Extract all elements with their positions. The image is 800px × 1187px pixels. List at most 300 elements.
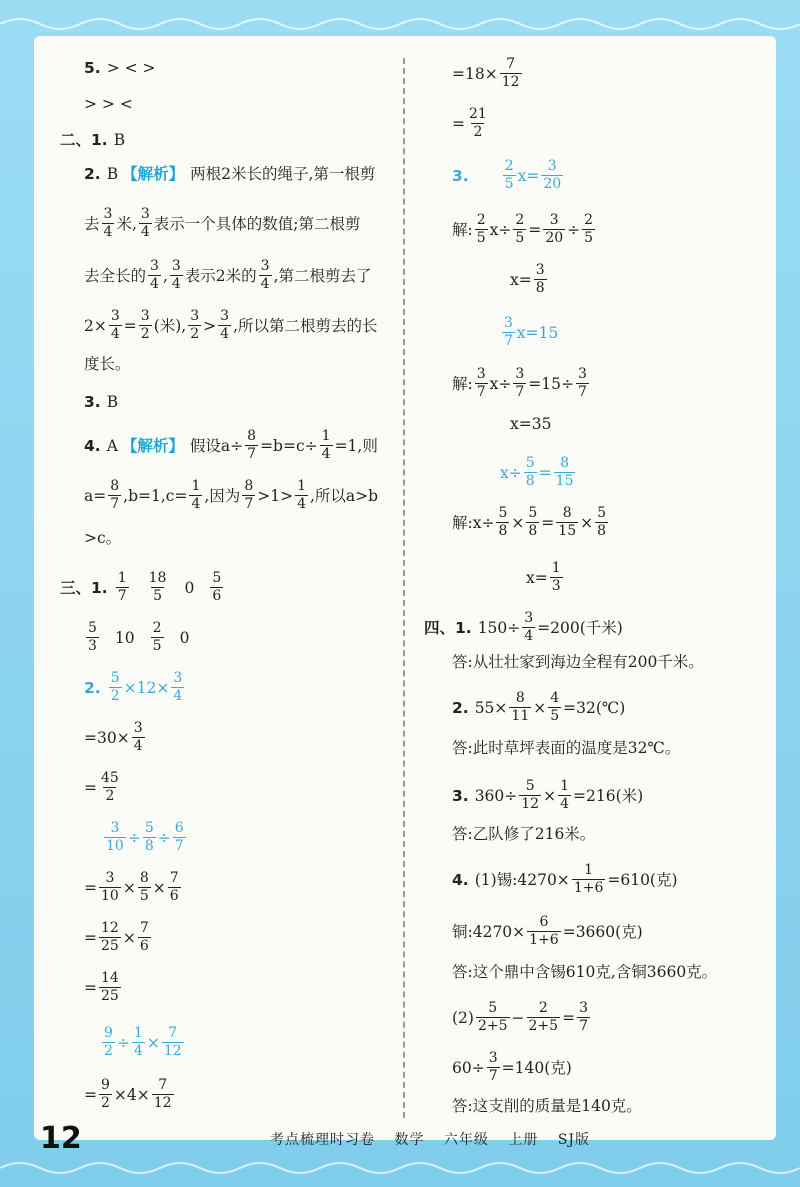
denominator: 7 (117, 588, 127, 604)
text: × (122, 928, 136, 947)
text: x= (510, 270, 532, 289)
text: =18× (452, 64, 498, 83)
text: 解:x÷ (452, 513, 495, 532)
fraction (550, 560, 563, 595)
fraction (513, 212, 526, 247)
fraction (295, 478, 308, 513)
denominator: 5 (504, 176, 514, 192)
numerator: 6 (174, 820, 184, 836)
fraction (210, 570, 223, 605)
s3-3-a3 (452, 505, 610, 540)
text: x=35 (510, 415, 552, 433)
fraction (138, 920, 151, 955)
denominator: 2 (473, 124, 483, 140)
numerator: 1 (117, 570, 127, 586)
numerator: 2 (538, 1000, 548, 1016)
denominator: 25 (101, 938, 119, 954)
numerator: 3 (504, 315, 513, 331)
fraction (99, 770, 121, 805)
s3-2-e7 (84, 970, 123, 1005)
text: × (533, 698, 547, 717)
denominator: 4 (140, 224, 150, 240)
denominator: 4 (133, 1043, 143, 1059)
text: = (84, 928, 97, 947)
text: 去全长的 (84, 266, 147, 285)
footer-grade: 六年级 (443, 1132, 489, 1148)
numerator: 2 (152, 620, 162, 636)
denominator: 7 (244, 496, 254, 512)
numerator: 21 (469, 106, 487, 122)
s2-4-l1 (84, 428, 378, 463)
text: 150÷ (477, 618, 521, 637)
analysis-tag: 【解析】 (122, 165, 185, 183)
text: 55× (474, 698, 508, 717)
text: B (106, 165, 119, 183)
numerator: 5 (525, 778, 535, 794)
text: > < > (106, 59, 156, 77)
s2-4-l2 (84, 478, 378, 513)
s3-3-r3 (526, 560, 565, 595)
denominator: 4 (103, 224, 113, 240)
denominator: 5 (476, 230, 486, 246)
s3-1-row2 (84, 620, 189, 655)
text: 答:此时草坪表面的温度是32℃。 (452, 739, 681, 757)
text: ,因为 (204, 486, 241, 505)
text: 答:从壮壮家到海边全程有200千米。 (452, 653, 704, 671)
denominator: 2 (105, 788, 115, 804)
s2-1 (60, 130, 125, 150)
denominator: 7 (247, 446, 257, 462)
numerator: 14 (101, 970, 119, 986)
fraction (152, 1077, 174, 1112)
s3-2-e1 (84, 670, 186, 705)
denominator: 10 (101, 888, 119, 904)
s3-2-e4 (102, 820, 188, 855)
numerator: 3 (110, 820, 120, 836)
text: × (152, 878, 166, 897)
numerator: 2 (504, 158, 514, 174)
numerator: 9 (101, 1077, 110, 1093)
numerator: 1 (584, 862, 594, 878)
text: = (84, 1085, 97, 1104)
numerator: 3 (171, 258, 181, 274)
text: ,所以第二根剪去的长 (233, 316, 378, 335)
text: − (511, 1008, 525, 1027)
denominator: 5 (139, 888, 149, 904)
fraction (139, 308, 152, 343)
q-number: 三、1. (60, 578, 108, 597)
fraction (548, 690, 561, 725)
denominator: 4 (171, 276, 181, 292)
fraction (467, 106, 489, 141)
numerator: 3 (133, 720, 143, 736)
numerator: 3 (220, 308, 230, 324)
fraction (102, 1025, 115, 1060)
text: = (452, 114, 465, 133)
numerator: 8 (110, 478, 120, 494)
fraction (99, 870, 121, 905)
denominator: 20 (543, 176, 562, 192)
text: =32(℃) (563, 698, 626, 717)
fraction (475, 366, 488, 401)
s2-2-l2 (84, 206, 361, 241)
text: = (123, 316, 137, 335)
fraction (509, 690, 531, 725)
fraction (259, 258, 272, 293)
top-wave-border (0, 14, 800, 34)
fraction (102, 206, 115, 241)
s4-4-eq4 (452, 1050, 572, 1085)
denominator: 4 (560, 796, 570, 812)
denominator: 7 (174, 838, 184, 854)
denominator: 3 (551, 578, 561, 594)
numerator: 5 (110, 670, 120, 686)
denominator: 15 (558, 523, 577, 539)
text: ,第二根剪去了 (273, 266, 372, 285)
numerator: 2 (476, 212, 486, 228)
denominator: 5 (584, 230, 594, 246)
fraction (541, 158, 563, 193)
q-number: 4. (84, 436, 101, 455)
text: 答:这支削的质量是140克。 (452, 1097, 642, 1115)
footer-edition: SJ版 (557, 1132, 591, 1148)
denominator: 12 (163, 1043, 182, 1059)
denominator: 4 (133, 738, 143, 754)
text: 两根2米长的绳子,第一根剪 (190, 165, 376, 183)
fraction (86, 620, 99, 655)
s3-1-row1 (60, 570, 225, 605)
bottom-wave-border (0, 1158, 800, 1178)
fraction (104, 820, 126, 855)
denominator: 12 (501, 74, 520, 90)
text: × (511, 513, 525, 532)
text: x= (517, 166, 540, 185)
denominator: 10 (106, 838, 124, 854)
text: = (538, 463, 552, 482)
s4-4-eq1 (452, 862, 678, 897)
text: a= (84, 486, 107, 505)
text: 0 (179, 628, 190, 647)
text: 表示一个具体的数值;第二根剪 (153, 214, 361, 233)
denominator: 7 (110, 496, 120, 512)
s2-2-l1 (84, 164, 375, 184)
text: (1)锡:4270× (474, 870, 570, 889)
numerator: 7 (158, 1077, 168, 1093)
fraction (171, 670, 184, 705)
text: A (106, 436, 118, 455)
s3-3-q3 (500, 455, 577, 490)
fraction (558, 778, 571, 813)
numerator: 3 (260, 258, 270, 274)
denominator: 8 (597, 523, 607, 539)
fraction (527, 1000, 561, 1035)
text: x=15 (516, 323, 559, 342)
q-number: 四、1. (424, 618, 472, 637)
text: B (113, 131, 126, 149)
denominator: 1+6 (573, 880, 604, 896)
fraction (139, 206, 152, 241)
s4-2-ans (452, 738, 680, 758)
fraction (476, 1000, 510, 1035)
denominator: 2 (110, 688, 120, 704)
denominator: 2 (140, 326, 150, 342)
fraction (170, 258, 183, 293)
numerator: 3 (190, 308, 200, 324)
denominator: 2+5 (528, 1018, 559, 1034)
numerator: 5 (212, 570, 222, 586)
s2-2-l4 (84, 308, 378, 343)
text: 表示2米的 (184, 266, 257, 285)
fraction (582, 212, 595, 247)
fraction (168, 870, 181, 905)
text: = (528, 220, 542, 239)
s4-4-eq3 (452, 1000, 592, 1035)
fraction (503, 158, 516, 193)
q-number: 2. (84, 678, 101, 697)
text: x÷ (489, 220, 512, 239)
text: =610(克) (607, 870, 678, 889)
numerator: 3 (547, 158, 557, 174)
text: ÷ (127, 828, 141, 847)
denominator: 12 (153, 1095, 172, 1111)
text: B (106, 393, 119, 411)
denominator: 4 (220, 326, 230, 342)
q-number: 二、1. (60, 131, 108, 149)
s4-4-eq2 (452, 914, 643, 949)
numerator: 5 (597, 505, 607, 521)
numerator: 1 (560, 778, 570, 794)
denominator: 7 (578, 384, 587, 400)
numerator: 12 (101, 920, 119, 936)
s3-2-e8 (100, 1025, 186, 1060)
fraction (132, 720, 145, 755)
s4-1-ans (452, 652, 704, 672)
analysis-tag: 【解析】 (121, 436, 184, 455)
column-divider (403, 58, 405, 1118)
denominator: 8 (528, 523, 538, 539)
s5-row2 (84, 94, 133, 114)
fraction (320, 428, 333, 463)
denominator: 4 (524, 628, 534, 644)
s2-2-l5 (84, 354, 131, 374)
denominator: 6 (169, 888, 179, 904)
fraction (148, 258, 161, 293)
denominator: 8 (525, 473, 535, 489)
denominator: 5 (152, 638, 162, 654)
denominator: 4 (173, 688, 183, 704)
text: =1,则 (334, 436, 378, 455)
fraction (534, 262, 547, 297)
denominator: 25 (101, 988, 119, 1004)
fraction (132, 1025, 145, 1060)
denominator: 7 (476, 384, 486, 400)
text: 60÷ (452, 1058, 485, 1077)
numerator: 8 (139, 870, 149, 886)
s3-2-e2 (84, 720, 147, 755)
s3-3-a1 (452, 212, 597, 247)
numerator: 5 (498, 505, 508, 521)
fraction (109, 670, 122, 705)
numerator: 5 (88, 620, 97, 636)
denominator: 4 (191, 496, 201, 512)
fraction (519, 778, 541, 813)
denominator: 11 (511, 708, 530, 724)
denominator: 7 (579, 1018, 588, 1034)
text: = (541, 513, 555, 532)
s3-3-r1 (510, 262, 549, 297)
s4-2-eq (452, 690, 625, 725)
fraction (526, 505, 539, 540)
q-number: 2. (84, 165, 101, 183)
numerator: 5 (525, 455, 535, 471)
fraction (524, 455, 537, 490)
numerator: 1 (191, 478, 201, 494)
text: 米, (116, 214, 137, 233)
text: = (562, 1008, 576, 1027)
s4-3-eq (452, 778, 643, 813)
q-number: 3. (84, 393, 101, 411)
fraction (245, 428, 258, 463)
denominator: 4 (321, 446, 331, 462)
fraction (173, 820, 186, 855)
s2-3 (84, 392, 118, 412)
text: 答:乙队修了216米。 (452, 825, 596, 843)
text: 解: (452, 220, 473, 239)
numerator: 7 (168, 1025, 178, 1041)
fraction (116, 570, 129, 605)
text: ,b=1,c= (123, 486, 188, 505)
q-number: 5. (84, 59, 101, 77)
text: × (543, 786, 557, 805)
text: × (580, 513, 594, 532)
text: x÷ (500, 463, 522, 482)
denominator: 2 (101, 1095, 110, 1111)
s3-2-e3 (84, 770, 123, 805)
numerator: 3 (549, 212, 559, 228)
numerator: 8 (562, 505, 572, 521)
text: = (84, 978, 97, 997)
text: ÷ (157, 828, 171, 847)
denominator: 7 (504, 333, 513, 349)
numerator: 3 (524, 610, 534, 626)
s3-3-a2 (452, 366, 591, 401)
fraction (138, 870, 151, 905)
denominator: 4 (150, 276, 159, 292)
fraction (99, 970, 121, 1005)
text: 答:这个鼎中含锡610克,含铜3660克。 (452, 963, 718, 981)
numerator: 7 (139, 920, 149, 936)
numerator: 3 (476, 366, 486, 382)
fraction (99, 1077, 112, 1112)
numerator: 1 (321, 428, 331, 444)
denominator: 12 (521, 796, 540, 812)
q-number: 2. (452, 698, 469, 717)
text: 解: (452, 374, 473, 393)
text: 360÷ (474, 786, 518, 805)
text: 铜:4270× (452, 922, 526, 941)
s3-3-q2 (500, 315, 558, 350)
page-number: 12 (40, 1121, 82, 1156)
calc-1 (452, 56, 524, 91)
fraction (527, 914, 561, 949)
fraction (595, 505, 608, 540)
text: = (84, 878, 97, 897)
text: = (84, 778, 97, 797)
text: =15÷ (528, 374, 575, 393)
fraction (99, 920, 121, 955)
fraction (242, 478, 255, 513)
denominator: 2 (190, 326, 200, 342)
text: =3660(克) (562, 922, 643, 941)
fraction (502, 315, 515, 350)
denominator: 4 (110, 326, 120, 342)
q-number: 3. (452, 786, 469, 805)
text: 度长。 (84, 355, 131, 373)
text: 0 (184, 578, 195, 597)
fraction (513, 366, 526, 401)
numerator: 3 (578, 366, 587, 382)
text: , (162, 266, 168, 285)
numerator: 3 (110, 308, 120, 324)
fraction (577, 1000, 590, 1035)
fraction (543, 212, 565, 247)
text: 2× (84, 316, 107, 335)
text: >1> (257, 486, 294, 505)
numerator: 8 (247, 428, 257, 444)
denominator: 20 (545, 230, 564, 246)
fraction (143, 820, 156, 855)
fraction (576, 366, 589, 401)
denominator: 2 (104, 1043, 113, 1059)
s3-2-e6 (84, 920, 153, 955)
fraction (147, 570, 169, 605)
fraction (500, 56, 522, 91)
denominator: 5 (550, 708, 560, 724)
denominator: 4 (297, 496, 306, 512)
footer-volume: 上册 (508, 1132, 539, 1148)
numerator: 3 (140, 206, 150, 222)
fraction (556, 505, 578, 540)
s4-4-ans2 (452, 1096, 642, 1116)
fraction (218, 308, 231, 343)
fraction (572, 862, 606, 897)
s3-2-e9 (84, 1077, 176, 1112)
numerator: 1 (297, 478, 306, 494)
numerator: 5 (488, 1000, 498, 1016)
text: × (146, 1033, 160, 1052)
numerator: 9 (104, 1025, 113, 1041)
denominator: 6 (212, 588, 222, 604)
denominator: 1+6 (529, 932, 559, 948)
text: ÷ (116, 1033, 130, 1052)
denominator: 3 (88, 638, 97, 654)
fraction (522, 610, 535, 645)
denominator: 5 (153, 588, 162, 604)
denominator: 4 (260, 276, 270, 292)
denominator: 8 (535, 280, 545, 296)
text: =216(米) (573, 786, 644, 805)
text: ×4× (113, 1085, 150, 1104)
text: =140(克) (501, 1058, 572, 1077)
text: ,所以a>b (310, 486, 379, 505)
numerator: 2 (584, 212, 594, 228)
numerator: 1 (133, 1025, 143, 1041)
s4-1-eq (424, 610, 623, 645)
fraction (188, 308, 201, 343)
numerator: 5 (528, 505, 538, 521)
fraction (487, 1050, 500, 1085)
s2-2-l3 (84, 258, 372, 293)
